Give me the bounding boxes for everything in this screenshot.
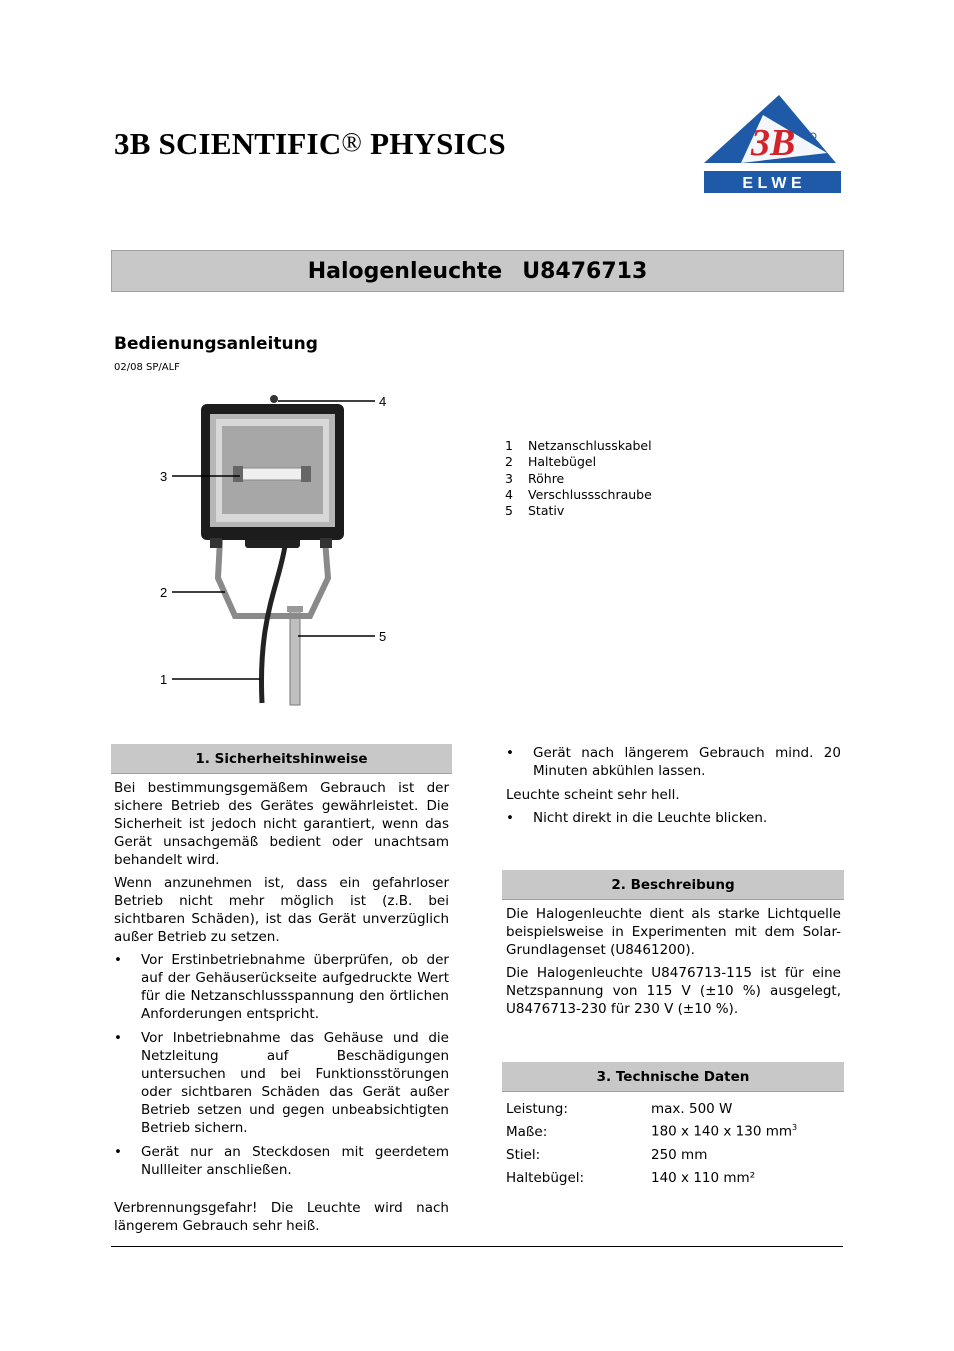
lamp-figure	[150, 388, 400, 708]
section-heading-safety: 1. Sicherheitshinweise	[111, 744, 452, 774]
footer-rule	[111, 1246, 843, 1247]
table-row: Stiel: 250 mm	[506, 1146, 708, 1163]
list-item: • Nicht direkt in die Leuchte blicken.	[506, 809, 841, 827]
brand-suffix: PHYSICS	[362, 126, 506, 161]
safety-column-right	[506, 744, 841, 833]
callout-3: 3	[160, 469, 168, 484]
safety-column-left	[114, 779, 449, 1240]
description-paragraph: Die Halogenleuchte U8476713-115 ist für eine Netzspannung von 115 V (±10 %) ausgelegt, U8476713-230 für 230 V (±10 %).	[506, 965, 841, 1017]
callout-5: 5	[379, 629, 387, 644]
callout-2: 2	[160, 585, 168, 600]
description-column	[506, 905, 841, 1023]
safety-paragraph: Bei bestimmungsgemäßem Gebrauch ist der sichere Betrieb des Gerätes gewährleistet. Die Sicherheit ist jedoch nicht garantiert, wenn das Gerät unsachgemäß bedient oder unachtsam behandelt wird.	[114, 780, 449, 868]
section-heading-description: 2. Beschreibung	[502, 870, 844, 900]
section-heading-tech: 3. Technische Daten	[502, 1062, 844, 1092]
brightness-warning: Leuchte scheint sehr hell.	[506, 787, 680, 803]
list-item: • Vor Inbetriebnahme das Gehäuse und die Netzleitung auf Beschädigungen untersuchen und bei Funktionsstörungen oder sichtbaren Schäden das Gerät außer Betrieb setzen und gegen unbeabsichtigten Betrieb sichern.	[114, 1029, 449, 1137]
document-code: 02/08 SP/ALF	[114, 362, 180, 373]
safety-list	[114, 951, 449, 1179]
list-item: • Vor Erstinbetriebnahme überprüfen, ob der auf der Gehäuserückseite aufgedruckte Wert für die Netzanschlussspannung den örtlichen Anforderungen entspricht.	[114, 951, 449, 1023]
table-row: Leistung: max. 500 W	[506, 1100, 733, 1117]
registered-mark: ®	[341, 127, 363, 157]
burn-warning: Verbrennungsgefahr! Die Leuchte wird nach längerem Gebrauch sehr heiß.	[114, 1200, 449, 1234]
brand-title	[114, 126, 506, 162]
manual-subtitle: Bedienungsanleitung	[114, 334, 318, 354]
product-name: Halogenleuchte	[307, 258, 503, 284]
safety-list	[506, 809, 841, 827]
list-item: • Gerät nur an Steckdosen mit geerdetem Nullleiter anschließen.	[114, 1143, 449, 1179]
legend-row: 1 Netzanschlusskabel	[505, 438, 652, 453]
parts-legend	[505, 438, 652, 519]
table-row: Maße: 180 x 140 x 130 $mm^3$	[506, 1123, 798, 1140]
brand-name: 3B SCIENTIFIC	[114, 126, 342, 161]
product-code: U8476713	[522, 258, 648, 284]
tech-data-table	[506, 1097, 797, 1189]
callout-1: 1	[160, 672, 168, 687]
legend-row: 5 Stativ	[505, 503, 565, 519]
product-title-bar	[111, 250, 844, 292]
legend-row: 4 Verschlussschraube	[505, 486, 652, 502]
legend-row: 2 Haltebügel	[505, 454, 597, 470]
3b-elwe-logo	[703, 95, 841, 193]
safety-paragraph: Wenn anzunehmen ist, dass ein gefahrloser Betrieb nicht mehr möglich ist (z.B. bei sichtbaren Schäden), ist das Gerät unverzüglich außer Betrieb zu setzen.	[114, 875, 449, 945]
legend-row: 3 Röhre	[505, 470, 565, 486]
list-item: • Gerät nach längerem Gebrauch mind. 20 Minuten abkühlen lassen.	[506, 744, 841, 780]
callout-4: 4	[379, 394, 387, 409]
logo-mark: 3B	[751, 122, 796, 164]
safety-list	[506, 744, 841, 780]
description-paragraph: Die Halogenleuchte dient als starke Lichtquelle beispielsweise in Experimenten mit dem Solar-Grundlagenset (U8461200).	[506, 906, 841, 958]
logo-wordmark: E L W E	[742, 175, 802, 192]
table-row: Haltebügel: 140 x 110 mm²	[506, 1169, 756, 1186]
